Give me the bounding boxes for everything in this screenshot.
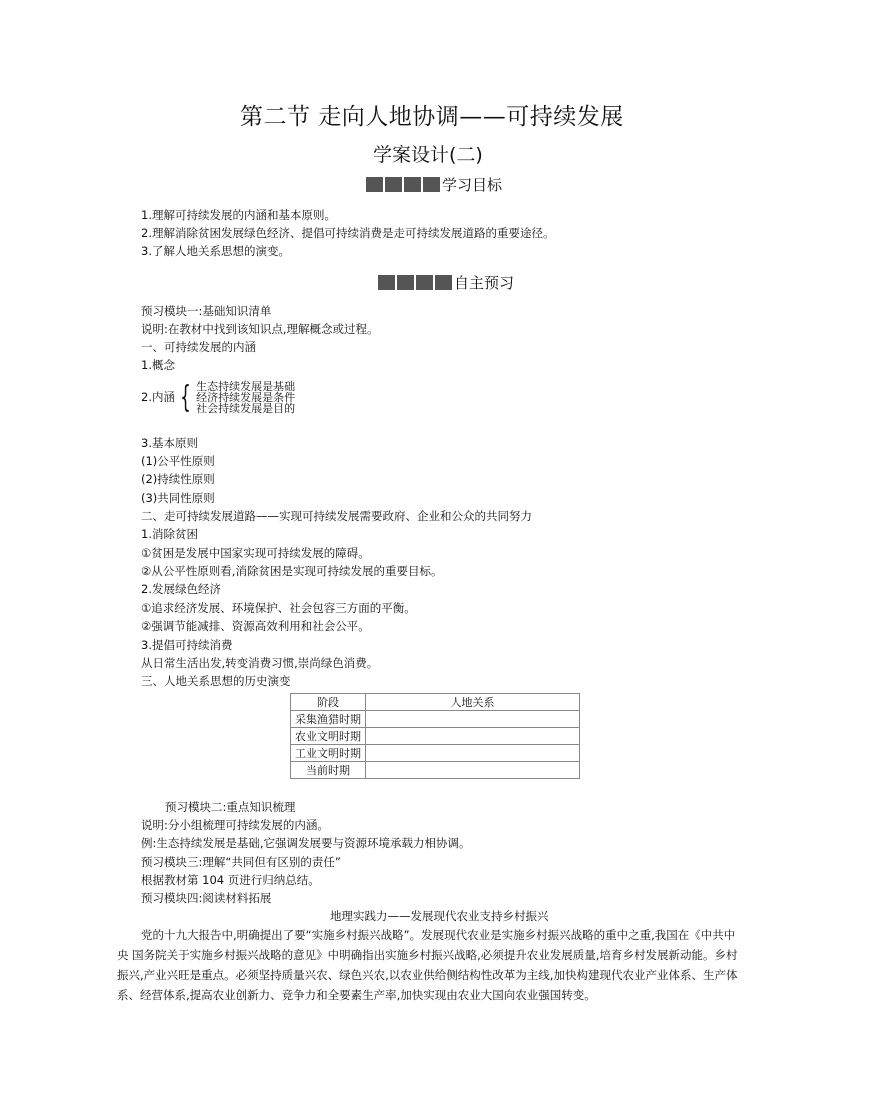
table-row xyxy=(291,762,580,779)
module-note: 根据教材第 104 页进行归纳总结。 xyxy=(141,873,320,887)
connotation-label: 2.内涵 xyxy=(141,390,175,405)
subheading: 3.提倡可持续消费 xyxy=(141,638,233,652)
table-header-cell: 阶段 xyxy=(291,694,366,711)
table-header-row xyxy=(291,694,580,711)
principle-item: (1)公平性原则 xyxy=(141,454,215,468)
goal-item: 1.理解可持续发展的内涵和基本原则。 xyxy=(141,208,336,222)
text-line: ①追求经济发展、环境保护、社会包容三方面的平衡。 xyxy=(141,601,416,615)
brace-icon: { xyxy=(180,379,191,415)
heading-2: 二、走可持续发展道路——实现可持续发展需要政府、企业和公众的共同努力 xyxy=(141,509,532,523)
subheading: 1.概念 xyxy=(141,358,175,372)
goal-item: 2.理解消除贫困发展绿色经济、提倡可持续消费是走可持续发展道路的重要途径。 xyxy=(141,226,555,240)
subheading: 1.消除贫困 xyxy=(141,527,198,541)
section-label: 学习目标 xyxy=(442,176,503,194)
table-cell-stage: 采集渔猎时期 xyxy=(291,711,366,728)
text-line: 从日常生活出发,转变消费习惯,崇尚绿色消费。 xyxy=(141,656,379,670)
connotation-brace-group xyxy=(141,381,295,414)
module-title: 预习模块二:重点知识梳理 xyxy=(165,800,296,814)
principle-item: (2)持续性原则 xyxy=(141,472,215,486)
connotation-item: 社会持续发展是目的 xyxy=(196,402,296,415)
reading-body: 党的十九大报告中,明确提出了要“实施乡村振兴战略”。发展现代农业是实施乡村振兴战略的重中之重,我国在《中共中央 国务院关于实施乡村振兴战略的意见》中明确指出实施乡村振兴战略,必须提升农业发展质量,培育乡村发展新动能。乡村振兴,产业兴旺是重点。必须坚持质量兴农、绿色兴农,以农业供给侧结构性改革为主线,加快构建现代农业产业体系、生产体系、经营体系,提高农业创新力、竞争力和全要素生产率,加快实现由农业大国向农业强国转变。 xyxy=(117,928,738,1002)
module-title: 预习模块四:阅读材料拓展 xyxy=(141,891,272,905)
goal-item: 3.了解人地关系思想的演变。 xyxy=(141,244,290,258)
subheading: 3.基本原则 xyxy=(141,436,198,450)
table-cell-blank xyxy=(366,728,580,745)
table-cell-blank xyxy=(366,711,580,728)
text-line: ②从公平性原则看,消除贫困是实现可持续发展的重要目标。 xyxy=(141,564,443,578)
section-label: 自主预习 xyxy=(454,274,515,292)
table-row xyxy=(291,728,580,745)
table-row xyxy=(291,745,580,762)
page-subtitle: 学案设计(二) xyxy=(373,144,483,166)
module-title: 预习模块一:基础知识清单 xyxy=(141,304,272,318)
module-title: 预习模块三:理解“共同但有区别的责任” xyxy=(141,855,341,869)
subheading: 2.发展绿色经济 xyxy=(141,582,221,596)
section-heading-preview xyxy=(378,272,514,293)
table-cell-stage: 农业文明时期 xyxy=(291,728,366,745)
module-note: 说明:分小组梳理可持续发展的内涵。 xyxy=(141,818,329,832)
table-cell-blank xyxy=(366,745,580,762)
section-marker-icon xyxy=(378,275,452,290)
reading-title: 地理实践力——发展现代农业支持乡村振兴 xyxy=(330,909,549,923)
connotation-item: 经济持续发展是条件 xyxy=(196,391,296,404)
table-cell-blank xyxy=(366,762,580,779)
table-cell-stage: 当前时期 xyxy=(291,762,366,779)
relationship-table xyxy=(290,693,580,779)
section-marker-icon xyxy=(366,177,440,192)
principle-item: (3)共同性原则 xyxy=(141,491,215,505)
module-note: 说明:在教材中找到该知识点,理解概念或过程。 xyxy=(141,322,379,336)
table-header-cell: 人地关系 xyxy=(366,694,580,711)
table-cell-stage: 工业文明时期 xyxy=(291,745,366,762)
page-title: 第二节 走向人地协调——可持续发展 xyxy=(240,104,624,130)
table-row xyxy=(291,711,580,728)
section-heading-goals xyxy=(366,174,502,195)
heading-1: 一、可持续发展的内涵 xyxy=(141,340,256,354)
text-line: ①贫困是发展中国家实现可持续发展的障碍。 xyxy=(141,546,370,560)
text-line: ②强调节能减排、资源高效利用和社会公平。 xyxy=(141,619,370,633)
connotation-item: 生态持续发展是基础 xyxy=(196,380,296,393)
heading-3: 三、人地关系思想的历史演变 xyxy=(141,674,291,688)
module-example: 例:生态持续发展是基础,它强调发展要与资源环境承载力相协调。 xyxy=(141,836,471,850)
